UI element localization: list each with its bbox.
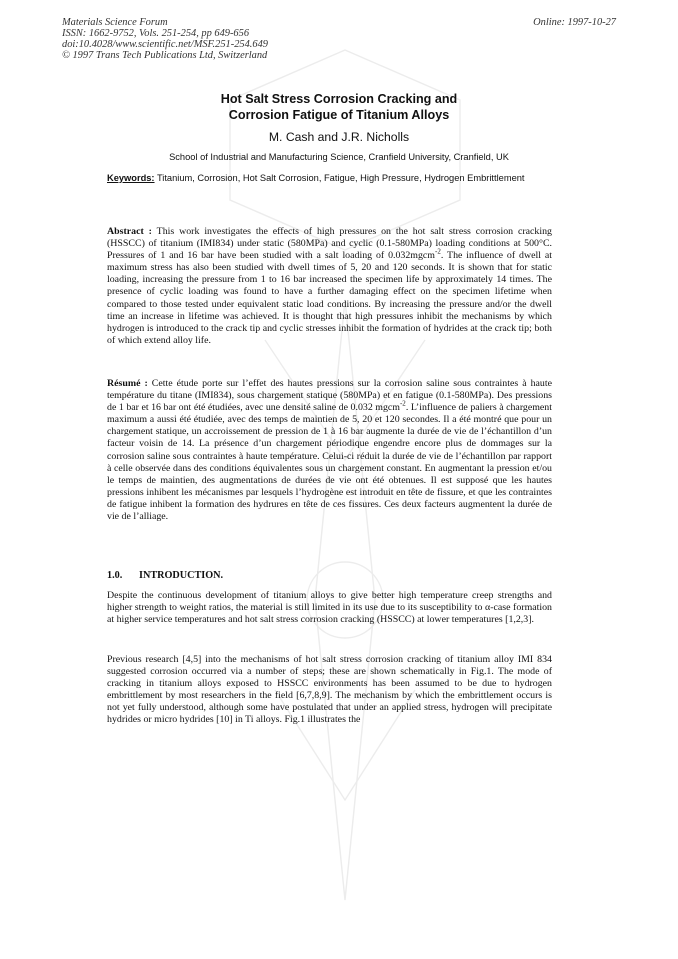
keywords bbox=[107, 172, 552, 184]
online-date: Online: 1997-10-27 bbox=[533, 17, 616, 28]
section-number: 1.0. bbox=[107, 570, 123, 581]
affiliation: School of Industrial and Manufacturing Science, Cranfield University, Cranfield, UK bbox=[169, 152, 509, 162]
resume-label: Résumé : bbox=[107, 378, 148, 389]
doi-link[interactable]: doi:10.4028/www.scientific.net/MSF.251-254.649 bbox=[62, 39, 268, 50]
intro-paragraph-1: Despite the continuous development of titanium alloys to give better high temperature creep strengths and higher strength to weight ratios, the material is still limited in its use due to its susceptibility to α-case formation at higher service temperatures and hot salt stress corrosion cracking (HSSCC) at lower temperatures [1,2,3]. bbox=[107, 590, 552, 626]
publication-info bbox=[62, 17, 268, 61]
paper-title bbox=[0, 91, 678, 123]
title-line-1: Hot Salt Stress Corrosion Cracking and bbox=[220, 92, 458, 106]
resume-sup: -2 bbox=[399, 399, 406, 408]
resume-text-b: . L’influence de paliers à chargement maximum a aussi été étudiée, avec des temps de maintien de 5, 20 et 120 secondes. Il a été montré que pour un chargement statique, un accroissement de pression de 1 à 16 bar augmente la durée de vie de l’échantillon d’un facteur voisin de 14. La présence d’un chargement périodique engendre encore plus de dommages sur la corrosion saline sous contraintes à haute température. Celui-ci réduit la durée de vie de l’échantillon par rapport à celle observée dans des conditions équivalentes sous un chargement constant. En augmentant la pression et/ou le temps de maintien, des augmentations de durées de vie ont été obtenues. Il est supposé que les hautes pressions inhibent les mécanismes par lesquels l’hydrogène est introduit en tête de fissure, et que les contraintes de fatigue inhibent la formation des hydrures en tête de ces fissures. Ces deux facteurs augmentent la durée de vie de l’alliage. bbox=[107, 402, 552, 523]
keywords-label: Keywords: bbox=[107, 173, 155, 183]
issn-line: ISSN: 1662-9752, Vols. 251-254, pp 649-656 bbox=[62, 28, 250, 39]
title-line-2: Corrosion Fatigue of Titanium Alloys bbox=[228, 108, 450, 122]
abstract-text-b: . The influence of dwell at maximum stress has also been studied with dwell times of 5, 20 and 120 seconds. It is shown that for static loading, increasing the pressure from 1 to 16 bar increased the specimen life by approximately 14 times. The presence of cyclic loading was found to have a further damaging effect on the specimen lifetime when compared to those tested under equivalent static load conditions. By increasing the pressure and/or the dwell time an increase in lifetime was achieved. It is thought that high pressures inhibit the mechanisms by which hydrogen is introduced to the crack tip and cyclic stresses inhibit the formation of hydrides at the crack tip; both of which extend alloy life. bbox=[107, 250, 553, 346]
section-title: INTRODUCTION. bbox=[139, 570, 224, 581]
abstract-sup: -2 bbox=[435, 247, 441, 256]
abstract-text-a: This work investigates the effects of high pressures on the hot salt stress corrosion cracking (HSSCC) of titanium (IMI834) under static (580MPa) and cyclic (0.1-580MPa) loading conditions at 500°C. Pressures of 1 and 16 bar have been studied with a salt loading of 0.032mgcm bbox=[107, 226, 552, 262]
abstract bbox=[107, 226, 552, 347]
resume bbox=[107, 378, 552, 523]
section-heading-introduction bbox=[107, 570, 223, 581]
intro-paragraph-2: Previous research [4,5] into the mechanisms of hot salt stress corrosion cracking of titanium alloy IMI 834 suggested corrosion occurred via a number of steps; these are shown schematically in Fig.1. The mode of cracking in titanium alloys exposed to HSSCC environments has been assumed to be due to hydrogen embrittlement by most researchers in the field [6,7,8,9]. The mechanism by which the embrittlement occurs is not yet fully understood, although some have postulated that under an applied stress, hydrogen will precipitate hydrides or micro hydrides [10] in Ti alloys. Fig.1 illustrates the bbox=[107, 654, 552, 726]
journal-name: Materials Science Forum bbox=[62, 17, 168, 28]
authors: M. Cash and J.R. Nicholls bbox=[268, 130, 410, 144]
keywords-text: Titanium, Corrosion, Hot Salt Corrosion, Fatigue, High Pressure, Hydrogen Embrittlement bbox=[154, 173, 525, 183]
copyright-line: © 1997 Trans Tech Publications Ltd, Switzerland bbox=[62, 50, 268, 61]
resume-text-a: Cette étude porte sur l’effet des hautes pressions sur la corrosion saline sous contraintes à haute température du titane (IMI834), sous chargement statique (580MPa) et en fatigue (0.1-580MPa). Des pressions de 1 bar et 16 bar ont été étudiées, avec une densité saline de 0.032 mgcm bbox=[107, 378, 552, 414]
abstract-label: Abstract : bbox=[107, 226, 152, 237]
